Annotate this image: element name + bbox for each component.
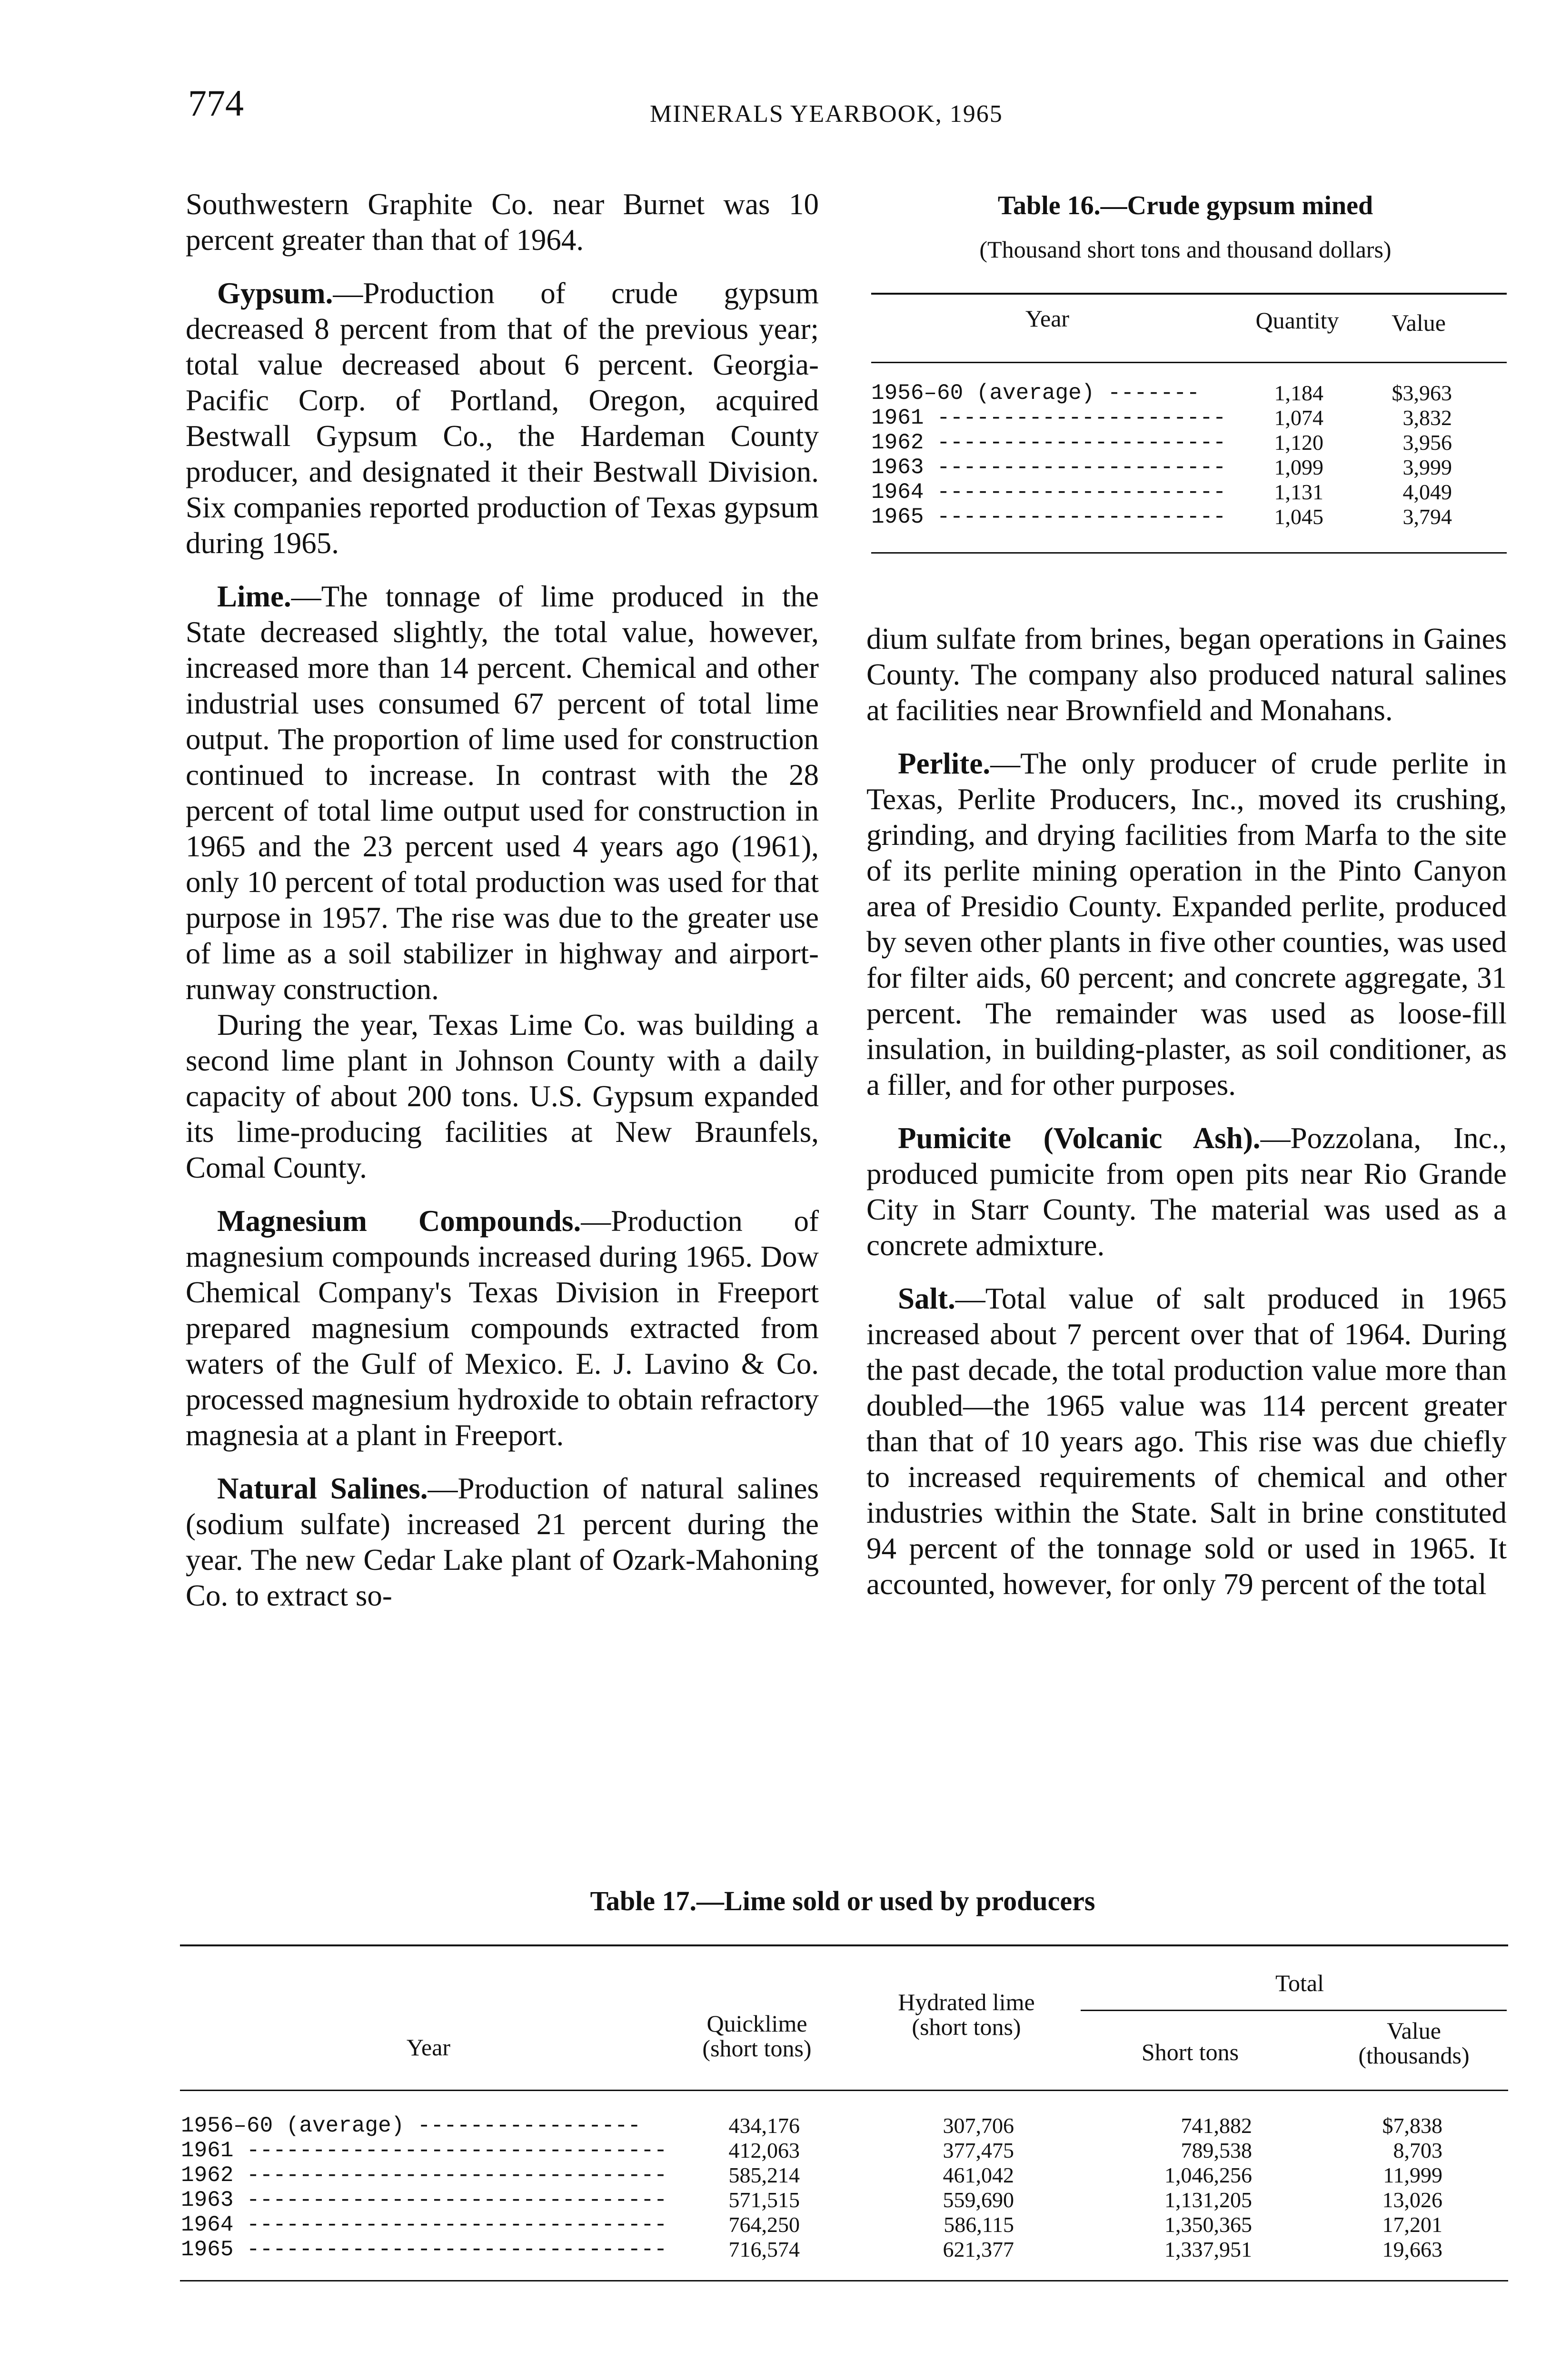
right-column <box>866 621 1507 1620</box>
heading-pumicite: Pumicite (Volcanic Ash). <box>898 1121 1261 1155</box>
paragraph-pumicite <box>866 1121 1507 1263</box>
table17-cell-year: 1965 -------------------------------- <box>181 2237 667 2262</box>
text-pumicite: —Pozzolana, Inc., produced pumicite from open pits near Rio Grande City in Starr County. The material was used as a concrete admixture. <box>866 1121 1507 1262</box>
table17-cell-value: 17,201 <box>1382 2212 1442 2237</box>
table17-header-total: Total <box>1275 1970 1324 1996</box>
table17-caption: Table 17.—Lime sold or used by producers <box>590 1885 1095 1916</box>
table16-cell-year: 1964 ---------------------- <box>871 480 1226 505</box>
table17-cell-value: 8,703 <box>1393 2138 1442 2162</box>
table17-header-value: Value (thousands) <box>1358 2017 1470 2069</box>
table17-cell-value: 11,999 <box>1383 2163 1442 2187</box>
table17-cell-short-tons: 789,538 <box>1181 2138 1252 2162</box>
table17-cell-quicklime: 434,176 <box>728 2113 800 2138</box>
paragraph-natural-salines <box>186 1471 819 1614</box>
table16-cell-year: 1965 ---------------------- <box>871 505 1226 529</box>
heading-magnesium: Magnesium Compounds. <box>217 1204 581 1238</box>
table17-cell-hydrated: 307,706 <box>943 2113 1014 2138</box>
table16-cell-year: 1961 ---------------------- <box>871 406 1226 430</box>
table17-cell-year: 1964 -------------------------------- <box>181 2212 667 2237</box>
heading-natural-salines: Natural Salines. <box>217 1472 428 1505</box>
table16-cell-value: 3,956 <box>1402 430 1452 455</box>
paragraph-perlite <box>866 746 1507 1103</box>
table16-cell-quantity: 1,099 <box>1274 455 1323 479</box>
table17-cell-hydrated: 559,690 <box>943 2188 1014 2212</box>
table16-header-year: Year <box>1025 305 1070 332</box>
table16-cell-value: $3,963 <box>1392 381 1452 405</box>
table17-cell-hydrated: 586,115 <box>944 2212 1014 2237</box>
table16-header-quantity: Quantity <box>1255 307 1339 334</box>
paragraph-magnesium <box>186 1203 819 1453</box>
table17-header-hydrated: Hydrated lime (short tons) <box>898 1989 1035 2040</box>
table17-cell-short-tons: 741,882 <box>1181 2113 1252 2138</box>
table16-header-rule <box>871 362 1507 363</box>
table16-header-value: Value <box>1392 309 1446 336</box>
table17-cell-hydrated: 377,475 <box>943 2138 1014 2162</box>
table16-cell-value: 3,832 <box>1402 406 1452 430</box>
table17-cell-quicklime: 412,063 <box>728 2138 800 2162</box>
text-gypsum: —Production of crude gypsum decreased 8 percent from that of the previous year; total value decreased about 6 percent. Georgia-Pacific Corp. of Portland, Oregon, acquired Bestwall Gypsum Co., the Hardeman County producer, and designated it their Bestwall Division. Six companies reported production of Texas gypsum during 1965. <box>186 277 819 560</box>
table17-cell-short-tons: 1,337,951 <box>1164 2237 1252 2261</box>
heading-lime: Lime. <box>217 580 291 613</box>
paragraph-lime <box>186 579 819 1007</box>
table17-cell-hydrated: 621,377 <box>943 2237 1014 2261</box>
table17-total-rule <box>1081 2010 1507 2011</box>
table16-cell-value: 3,794 <box>1402 505 1452 529</box>
table16-cell-quantity: 1,184 <box>1274 381 1323 405</box>
text-natural-salines: —Production of natural salines (sodium sulfate) increased 21 percent during the year. The new Cedar Lake plant of Ozark-Mahoning Co. to extract so- <box>186 1472 819 1612</box>
text-lime: —The tonnage of lime produced in the State decreased slightly, the total value, however, increased more than 14 percent. Chemical and other industrial uses consumed 67 percent of total lime output. The proportion of lime used for construction continued to increase. In contrast with the 28 percent of total lime output used for construction in 1965 and the 23 percent used 4 years ago (1961), only 10 percent of total production was used for that purpose in 1957. The rise was due to the greater use of lime as a soil stabilizer in highway and airport-runway construction. <box>186 580 819 1006</box>
table17-bottom-rule <box>180 2280 1508 2281</box>
paragraph-salt <box>866 1281 1507 1602</box>
heading-salt: Salt. <box>898 1282 955 1315</box>
table16-cell-quantity: 1,120 <box>1274 430 1323 455</box>
table17-cell-quicklime: 716,574 <box>728 2237 800 2261</box>
table16-cell-quantity: 1,131 <box>1274 480 1323 504</box>
table17-cell-quicklime: 764,250 <box>728 2212 800 2237</box>
table17-top-rule <box>180 1944 1508 1946</box>
table17-header-year: Year <box>406 2034 451 2061</box>
table17-cell-value: $7,838 <box>1382 2113 1442 2138</box>
table17-header-short-tons: Short tons <box>1141 2039 1239 2065</box>
table16-cell-year: 1962 ---------------------- <box>871 430 1226 455</box>
table16-cell-year: 1963 ---------------------- <box>871 455 1226 480</box>
table16-cell-value: 4,049 <box>1402 480 1452 504</box>
table17-header-quicklime: Quicklime (short tons) <box>702 2010 812 2062</box>
page-number: 774 <box>188 82 244 124</box>
table16-top-rule <box>871 293 1507 295</box>
paragraph-graphite-continued: Southwestern Graphite Co. near Burnet was 10 percent greater than that of 1964. <box>186 188 819 257</box>
table17-cell-year: 1963 -------------------------------- <box>181 2188 667 2212</box>
text-magnesium: —Production of magnesium compounds increased during 1965. Dow Chemical Company's Texas Division in Freeport prepared magnesium compounds extracted from waters of the Gulf of Mexico. E. J. Lavino & Co. processed magnesium hydroxide to obtain refractory magnesia at a plant in Freeport. <box>186 1204 819 1452</box>
table17-cell-quicklime: 585,214 <box>728 2163 800 2187</box>
heading-gypsum: Gypsum. <box>217 277 333 310</box>
table17-cell-quicklime: 571,515 <box>728 2188 800 2212</box>
table17-cell-hydrated: 461,042 <box>943 2163 1014 2187</box>
paragraph-gypsum <box>186 276 819 561</box>
table16-cell-quantity: 1,074 <box>1274 406 1323 430</box>
table17-cell-value: 19,663 <box>1382 2237 1442 2261</box>
table17-header-rule <box>180 2090 1508 2091</box>
left-column <box>186 187 819 1631</box>
table17-cell-short-tons: 1,131,205 <box>1164 2188 1252 2212</box>
paragraph-lime-2: During the year, Texas Lime Co. was building a second lime plant in Johnson County with a daily capacity of about 200 tons. U.S. Gypsum expanded its lime-producing facilities at New Braunfels, Comal County. <box>186 1008 819 1184</box>
table17-cell-value: 13,026 <box>1382 2188 1442 2212</box>
table17-cell-short-tons: 1,046,256 <box>1164 2163 1252 2187</box>
table16-cell-quantity: 1,045 <box>1274 505 1323 529</box>
running-title: MINERALS YEARBOOK, 1965 <box>650 100 1003 128</box>
table16-caption: Table 16.—Crude gypsum mined <box>997 191 1373 220</box>
table17-cell-year: 1962 -------------------------------- <box>181 2163 667 2188</box>
text-perlite: —The only producer of crude perlite in Texas, Perlite Producers, Inc., moved its crushing, grinding, and drying facilities from Marfa to the site of its perlite mining operation in the Pinto Canyon area of Presidio County. Expanded perlite, produced by seven other plants in five other counties, was used for filter aids, 60 percent; and concrete aggregate, 31 percent. The remainder was used as loose-fill insulation, in building-plaster, as soil conditioner, as a filler, and for other purposes. <box>866 747 1507 1101</box>
table16-subtitle: (Thousand short tons and thousand dollars) <box>979 236 1392 263</box>
table16-cell-year: 1956–60 (average) ------- <box>871 381 1200 406</box>
table17-cell-year: 1961 -------------------------------- <box>181 2138 667 2163</box>
table17-cell-short-tons: 1,350,365 <box>1164 2212 1252 2237</box>
heading-perlite: Perlite. <box>898 747 991 780</box>
table17-cell-year: 1956–60 (average) ----------------- <box>181 2113 641 2138</box>
paragraph-salines-continued: dium sulfate from brines, began operations in Gaines County. The company also produced natural salines at facilities near Brownfield and Monahans. <box>866 622 1507 727</box>
table16-cell-value: 3,999 <box>1402 455 1452 479</box>
table16-bottom-rule <box>871 552 1507 554</box>
text-salt: —Total value of salt produced in 1965 increased about 7 percent over that of 1964. During the past decade, the total production value more than doubled—the 1965 value was 114 percent greater than that of 10 years ago. This rise was due chiefly to increased requirements of chemical and other industries within the State. Salt in brine constituted 94 percent of the tonnage sold or used in 1965. It accounted, however, for only 79 percent of the total <box>866 1282 1507 1601</box>
